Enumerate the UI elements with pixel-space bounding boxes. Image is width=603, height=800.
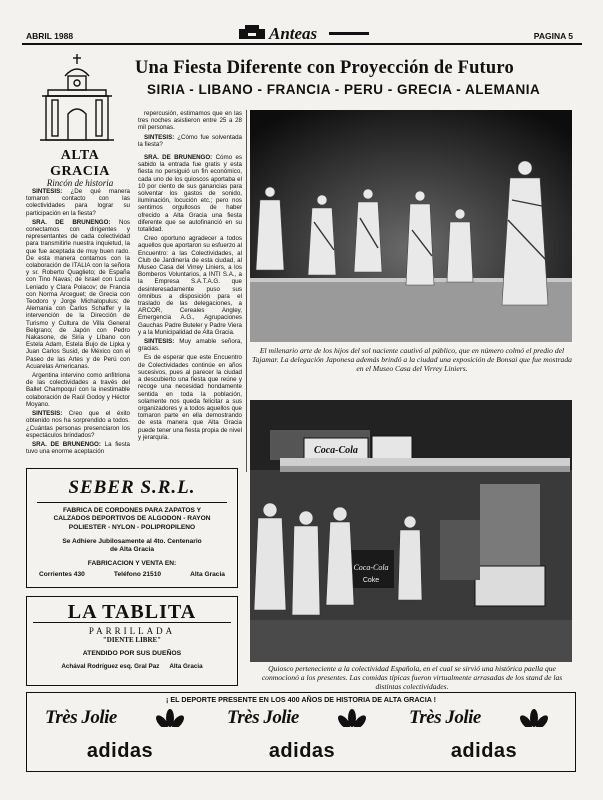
tablita-address: Achával Rodríguez esq. Gral Paz [61, 663, 160, 670]
speaker-label: SINTESIS: [32, 410, 69, 418]
article-paragraph: Creo oportuno agradecer a todos aquellos que aportaron su esfuerzo al Encuentro: a las Colectividades, al Club de Jardinería de esta ciudad, al Museo Casa del Virrey Liniers, a los Bomberos Voluntarios, a INTI S.A., a la Empresa S.A.T.A.G. que desinteresadamente puso sus ómnibus a disposición para el traslado de las delegaciones, a ARCOR, Cereales Angley, Emergencia A.G., Agrupaciones Gauchas Padre Buteler y Padre Viera y a la Municipalidad de Alta Gracia. [138, 235, 242, 336]
seber-city: Alta Gracia [190, 570, 225, 578]
photo-1-caption: El milenario arte de los hijos del sol naciente cautivó al público, que en número colmó el predio del Tajamar. La delegación Japonesa además brindó a la ciudad una exposición de Bonsai que fue mostrada en el Museo Casa del Virrey Liniers. [252, 346, 572, 373]
tablita-slogan: "DIENTE LIBRE" [102, 636, 162, 644]
article-column-2-top [138, 110, 242, 150]
article-column-2 [138, 154, 242, 470]
tablita-name: LA TABLITA [67, 601, 197, 623]
issue-date: ABRIL 1988 [26, 31, 74, 41]
speaker-label: SINTESIS: [144, 338, 180, 346]
ad-la-tablita [26, 596, 238, 686]
speaker-label: SINTESIS: [32, 188, 71, 195]
adidas-trefoil-icon [517, 709, 551, 731]
seber-line-2: CALZADOS DEPORTIVOS DE ALGODON - RAYON [53, 515, 211, 523]
seber-name: SEBER S.R.L. [68, 477, 196, 498]
article-column-1 [26, 188, 130, 471]
adidas-trefoil-icon [335, 709, 369, 731]
tres-jolie-logo: Très Jolie [45, 707, 117, 728]
tablita-city: Alta Gracia [169, 663, 203, 670]
article-paragraph: Argentina intervino como anfitriona de las colectividades a través del Ballet Champoquí con la inestimable colaboración de Raúl Godoy y Héctor Moyano. [26, 372, 130, 408]
article-paragraph: SINTESIS: Creo que el éxito obtenido nos ha sorprendido a todos. ¿Cuántas personas presenciaron los espectáculos brindados? [26, 410, 130, 439]
article-paragraph: Es de esperar que este Encuentro de Colectividades continúe en años sucesivos, pues al parecer la ciudad a descubierto una fiesta que reúne y recoge una necesidad hondamente sentida en toda la población, solamente nos queda felicitar a sus organizadores y a todos aquellos que tomaron parte en ella demostrando de esta manera que Alta Gracia puede tener una fiesta propia de nivel y jerarquía. [138, 354, 242, 441]
brand-set-3 [395, 707, 573, 765]
article-paragraph: SINTESIS: Muy amable señora, gracias. [138, 338, 242, 353]
masthead-title: Anteas [269, 24, 318, 42]
ad-seber [26, 468, 238, 588]
adidas-logo: adidas [450, 740, 518, 762]
photo-spanish-kiosk [250, 400, 572, 662]
photo-japanese-dancers [250, 110, 572, 342]
header-rule [22, 43, 582, 45]
hat-icon [239, 25, 265, 39]
brand-name: ALTA GRACIA [50, 148, 110, 179]
seber-line-3: POLIESTER - NYLON - POLIPROPILENO [68, 523, 196, 531]
sign-coca-cola-2: Coca-Cola [353, 563, 389, 572]
tablita-attended: ATENDIDO POR SUS DUEÑOS [82, 650, 182, 657]
speaker-label: SINTESIS: [144, 133, 178, 141]
seber-street: Corrientes 430 [39, 570, 85, 578]
countries-subheadline: SIRIA - LIBANO - FRANCIA - PERU - GRECIA - ALEMANIA [147, 82, 541, 97]
tres-jolie-logo: Très Jolie [227, 707, 299, 728]
photo-2-caption: Quiosco perteneciente a la colectividad Española, en el cual se sirvió una histórica paella que conmocionó a los presentes. Las comidas típicas fueron virtualmente arrasadas de los stand de las distintas colectividades. [261, 664, 563, 691]
article-paragraph: SRA. DE BRUNENGO: Cómo es sabido la entrada fue gratis y esta fiesta no persiguió un fin económico, cada uno de los quioscos aportaba el 10 por ciento de sus ganancias para solventar los gastos de sonido, iluminación, locución etc.; pero nos sentimos orgullosos de haber ofrecido a Alta Gracia una fiesta diferente que se autofinanció en su totalidad. [138, 154, 242, 234]
adidas-logo: adidas [268, 740, 336, 762]
seber-adhesion-1: Se Adhiere Jubilosamente al 4to. Centenario [62, 537, 202, 545]
chapel-icon [38, 52, 116, 144]
sports-banner-title: ¡ EL DEPORTE PRESENTE EN LOS 400 AÑOS DE HISTORIA DE ALTA GRACIA ! [165, 695, 437, 704]
tres-jolie-logo: Très Jolie [409, 707, 481, 728]
seber-sales: FABRICACION Y VENTA EN: [87, 560, 177, 568]
seber-adhesion-2: de Alta Gracia [109, 546, 155, 554]
article-paragraph: SINTESIS: ¿Cómo fue solventada la fiesta? [138, 133, 242, 148]
article-headline: Una Fiesta Diferente con Proyección de Futuro [135, 58, 514, 78]
tablita-type: PARRILLADA [88, 626, 176, 636]
seber-line-1: FABRICA DE CORDONES PARA ZAPATOS Y [62, 507, 202, 514]
seber-rule [37, 502, 227, 503]
speaker-label: SRA. DE BRUNENGO: [32, 218, 119, 226]
article-paragraph: SRA. DE BRUNENGO: La fiesta tuvo una enorme aceptación [26, 440, 130, 456]
article-paragraph: SINTESIS: ¿De qué manera tomaron contacto con las colectividades para lograr su participación en la fiesta? [26, 188, 130, 217]
masthead-logo [237, 24, 371, 42]
article-paragraph: repercusión, estimamos que en las tres noches asistieron entre 25 a 28 mil personas. [138, 110, 242, 132]
column-divider [246, 110, 247, 472]
brand-set-1 [31, 707, 209, 765]
brand-tagline: Rincón de historia [46, 178, 114, 188]
brand-set-2 [213, 707, 391, 765]
speaker-label: SRA. DE BRUNENGO: [32, 440, 105, 448]
article-paragraph: SRA. DE BRUNENGO: Nos conectamos con dirigentes y representantes de cada colectividad para transmitirle nuestra inquietud, la que fue aceptada de muy buen rado. De esta manera contamos con la colaboración de ITALIA con la señora y sr. Roberto Quaglieto; de España con Tino Navas; de Israel con Lucía Leniado y Clara Polacov; de Francia con Norma Arceguet; de Grecia con Teodoro y Jorge Michalopulus; de Alemania con Carlos Schaffer y la intervención de la Dirección de Turismo y Cultura de Villa General Belgrano; de Japón con Pedro Nakasone, de Siria y Líbano con Estela Adam, Estela Bujo de Lipka y Juan Carlos Susid, de México con el Paseo de las Artes y de Perú con Acuarelas Americanas. [26, 218, 130, 370]
adidas-logo: adidas [86, 740, 154, 762]
adidas-trefoil-icon [153, 709, 187, 731]
sign-coke: Coke [362, 577, 380, 584]
seber-phone: Teléfono 21510 [113, 570, 162, 578]
page-number: PAGINA 5 [533, 31, 573, 41]
speaker-label: SRA. DE BRUNENGO: [144, 154, 216, 161]
sign-coca-cola-1: Coca-Cola [314, 445, 358, 456]
alta-gracia-brand [30, 148, 130, 188]
ad-sports-banner [26, 692, 576, 772]
